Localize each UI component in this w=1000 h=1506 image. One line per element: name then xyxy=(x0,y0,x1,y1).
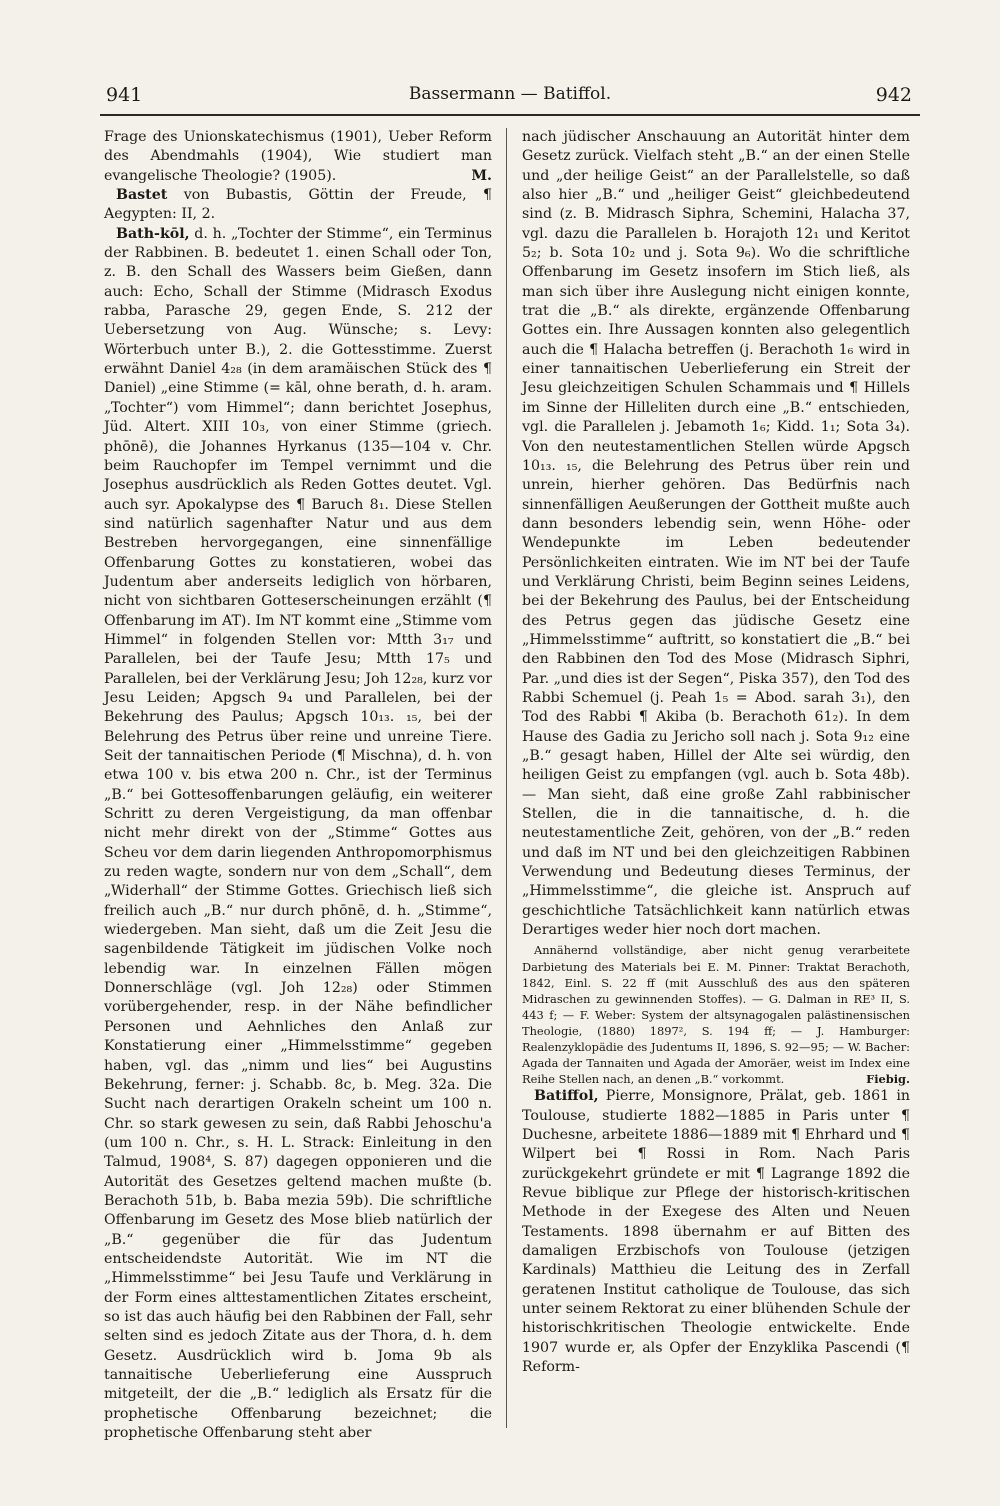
entry-text: nach jüdischer Anschauung an Autorität hinter dem Gesetz zurück. Vielfach steht „B.“ an der einen Stelle und „der heilige Geist“ an der Parallelstelle, so daß also hier „B.“ und „heiliger Geist“ gleichbedeutend sind (z. B. Midrasch Siphra, Schemini, Halacha 37, vgl. dazu die Parallelen b. Horajoth 12₁ und Keritot 5₂; b. Sota 10₂ und j. Sota 9₆). Wo die schriftliche Offenbarung im Gesetz insofern im Stich ließ, als man sich über ihre Auslegung nicht einigen konnte, trat die „B.“ als direkte, ergänzende Offenbarung Gottes ein. Ihre Aussagen konnten also gelegentlich auch die ¶ Halacha betreffen (j. Berachoth 1₆ wird in einer tannaitischen Ueberlieferung ein Streit der Jesu gleichzeitigen Schulen Schammais und ¶ Hillels im Sinne der Hilleliten durch eine „B.“ entschieden, vgl. die Parallelen j. Jebamoth 1₆; Kidd. 1₁; Sota 3₄). Von den neutestamentlichen Stellen würde Apgsch 10₁₃. ₁₅, die Belehrung des Petrus über rein und unrein, hierher gehören. Das Bedürfnis nach sinnenfälligen Aeußerungen der Gottheit mußte auch dann besonders lebendig sein, wenn Höhe- oder Wendepunkte im Leben bedeutender Persönlichkeiten eintraten. Wie im NT bei der Taufe und Verklärung Christi, beim Beginn seines Leidens, bei der Bekehrung des Paulus, bei der Entscheidung des Petrus gegen das jüdische Gesetz eine „Himmelsstimme“ auftritt, so konstatiert die „B.“ bei den Rabbinen den Tod des Mose (Midrasch Siphri, Par. „und dies ist der Segen“, Piska 357), den Tod des Rabbi Schemuel (j. Peah 1₅ = Abod. sarah 3₁), den Tod des Rabbi ¶ Akiba (b. Berachoth 61₂). In dem Hause des Gadia zu Jericho soll nach j. Sota 9₁₂ eine „B.“ gesagt haben, Hillel der Alte sei würdig, den heiligen Geist zu empfangen (vgl. auch b. Sota 48b). — Man sieht, daß eine große Zahl rabbinischer Stellen, die in die tannaitische, d. h. die neutestamentliche Zeit, gehören, von der „B.“ reden und daß im NT und bei den gleichzeitigen Rabbinen Verwendung und Bedeutung dieses Terminus, der „Himmelsstimme“, die gleiche ist. Anspruch auf geschichtliche Tatsächlichkeit kann natürlich etwas Derartiges weder hier noch dort machen. xyxy=(522,129,910,939)
entry-bath-kol-continued xyxy=(522,128,910,940)
left-column xyxy=(104,128,492,1443)
left-page-number: 941 xyxy=(106,84,143,106)
entry-headword: Batiffol, xyxy=(534,1088,599,1105)
bibliography-text: Annähernd vollständige, aber nicht genug verarbeitete Darbietung des Materials bei E. M. Pinner: Traktat Berachoth, 1842, Einl. S. 22 ff (mit Ausschluß des aus den späteren Midraschen zu gewinnenden Stoffes). — G. Dalman in RE³ II, S. 443 f; — F. Weber: System der altsynagogalen palästinensischen Theologie, (1880) 1897², S. 194 ff; — J. Hamburger: Realenzyklopädie des Judentums II, 1896, S. 92—95; — W. Bacher: Agada der Tannaiten und Agada der Amoräer, weist im Index eine Reihe Stellen nach, an denen „B.“ vorkommt. xyxy=(522,943,910,1087)
running-title: Bassermann — Batiffol. xyxy=(408,84,612,104)
entry-headword: Bastet xyxy=(116,187,168,204)
right-page-number: 942 xyxy=(875,84,912,106)
bibliography xyxy=(522,942,910,1087)
author-signature: M. xyxy=(471,167,492,184)
entry-text: von Bubastis, Göttin der Freude, ¶ Aegypten: II, 2. xyxy=(104,187,493,223)
entry-text: d. h. „Tochter der Stimme“, ein Terminus der Rabbinen. B. bedeutet 1. einen Schall oder Ton, z. B. den Schall des Wassers beim Gießen, dann auch: Echo, Schall der Stimme (Midrasch Exodus rabba, Parasche 29, gegen Ende, S. 212 der Uebersetzung von Aug. Wünsche; s. Levy: Wörterbuch unter B.), 2. die Gottesstimme. Zuerst erwähnt Daniel 4₂₈ (in dem aramäischen Stück des ¶ Daniel) „eine Stimme (= kāl, ohne berath, d. h. aram. „Tochter“) vom Himmel“; dann berichtet Josephus, Jüd. Altert. XIII 10₃, von einer Stimme (griech. phōnē), die Johannes Hyrkanus (135—104 v. Chr. beim Rauchopfer im Tempel vernimmt und die Josephus ausdrücklich als Reden Gottes deutet. Vgl. auch syr. Apokalypse des ¶ Baruch 8₁. Diese Stellen sind natürlich sagenhafter Natur und aus dem Bestreben hervorgegangen, eine sinnenfällige Offenbarung Gottes zu konstatieren, wobei das Judentum aber anderseits lediglich von hörbaren, nicht von sichtbaren Gotteserscheinungen erzählt (¶ Offenbarung im AT). Im NT kommt eine „Stimme vom Himmel“ in folgenden Stellen vor: Mtth 3₁₇ und Parallelen, bei der Taufe Jesu; Mtth 17₅ und Parallelen, bei der Verklärung Jesu; Joh 12₂₈, kurz vor Jesu Leiden; Apgsch 9₄ und Parallelen, bei der Bekehrung des Paulus; Apgsch 10₁₃. ₁₅, bei der Belehrung des Petrus über reine und unreine Tiere. Seit der tannaitischen Periode (¶ Mischna), d. h. von etwa 100 v. bis etwa 200 n. Chr., ist der Terminus „B.“ bei Gottesoffenbarungen geläufig, ein weiterer Schritt zu deren Vergeistigung, da man offenbar nicht mehr direkt von der „Stimme“ Gottes aus Scheu vor dem darin liegenden Anthropomorphismus zu reden wagte, sondern nur von dem „Schall“, dem „Widerhall“ der Stimme Gottes. Griechisch ließ sich freilich auch „B.“ nur durch phōnē, d. h. „Stimme“, wiedergeben. Man sieht, daß um die Zeit Jesu die sagenbildende Tätigkeit im jüdischen Volke noch lebendig war. In einzelnen Fällen mögen Donnerschläge (vgl. Joh 12₂₈) oder Stimmen vorübergehender, resp. in der Nähe befindlicher Personen und Aehnliches den Anlaß zur Konstatierung einer „Himmelsstimme“ gegeben haben, vgl. das „nimm und lies“ bei Augustins Bekehrung, ferner: j. Schabb. 8c, b. Meg. 32a. Die Sucht nach derartigen Orakeln scheint um 100 n. Chr. so stark gewesen zu sein, daß Rabbi Jehoschu'a (um 100 n. Chr., s. H. L. Strack: Einleitung in den Talmud, 1908⁴, S. 87) dagegen opponieren und die Autorität des Gesetzes geltend machen mußte (b. Berachoth 51b, b. Baba mezia 59b). Die schriftliche Offenbarung im Gesetz des Mose blieb natürlich der „B.“ gegenüber die für das Judentum entscheidendste Autorität. Wie im NT die „Himmelsstimme“ bei Jesu Taufe und Verklärung in der Form eines alttestamentlichen Zitates erscheint, so ist das auch häufig bei den Rabbinen der Fall, sehr selten sind es jedoch Zitate aus der Thora, d. h. dem Gesetz. Ausdrücklich wird b. Joma 9b als tannaitische Ueberlieferung eine Ausspruch mitgeteilt, der die „B.“ lediglich als Ersatz für die prophetische Offenbarung bezeichnet; die prophetische Offenbarung steht aber xyxy=(104,225,492,1442)
column-divider xyxy=(506,128,507,1428)
entry-bath-kol xyxy=(104,225,492,1444)
entry-headword: Bath-kōl, xyxy=(116,225,190,242)
right-column xyxy=(522,128,910,1377)
continued-text: Frage des Unionskatechismus (1901), Ueber Reform des Abendmahls (1904), Wie studiert man evangelische Theologie? (1905). xyxy=(104,129,492,184)
entry-text: Pierre, Monsignore, Prälat, geb. 1861 in Toulouse, studierte 1882—1885 in Paris unter ¶ Duchesne, arbeitete 1886—1889 mit ¶ Ehrhard und ¶ Wilpert bei ¶ Rossi in Rom. Nach Paris zurückgekehrt gründete er mit ¶ Lagrange 1892 die Revue biblique zur Pflege der historisch-kritischen Methode in der Exegese des Alten und Neuen Testaments. 1898 übernahm er auf Bitten des damaligen Erzbischofs von Toulouse (jetzigen Kardinals) Matthieu die Leitung des in Zerfall geratenen Institut catholique de Toulouse, das sich unter seinem Rektorat zu einer blühenden Schule der historischkritischen Theologie entwickelte. Ende 1907 wurde er, als Opfer der Enzyklika Pascendi (¶ Reform- xyxy=(522,1088,910,1376)
author-signature: Fiebig. xyxy=(866,1072,910,1087)
entry-bastet xyxy=(104,186,492,225)
entry-batiffol xyxy=(522,1087,910,1377)
continued-entry xyxy=(104,128,492,186)
running-header xyxy=(100,84,920,116)
